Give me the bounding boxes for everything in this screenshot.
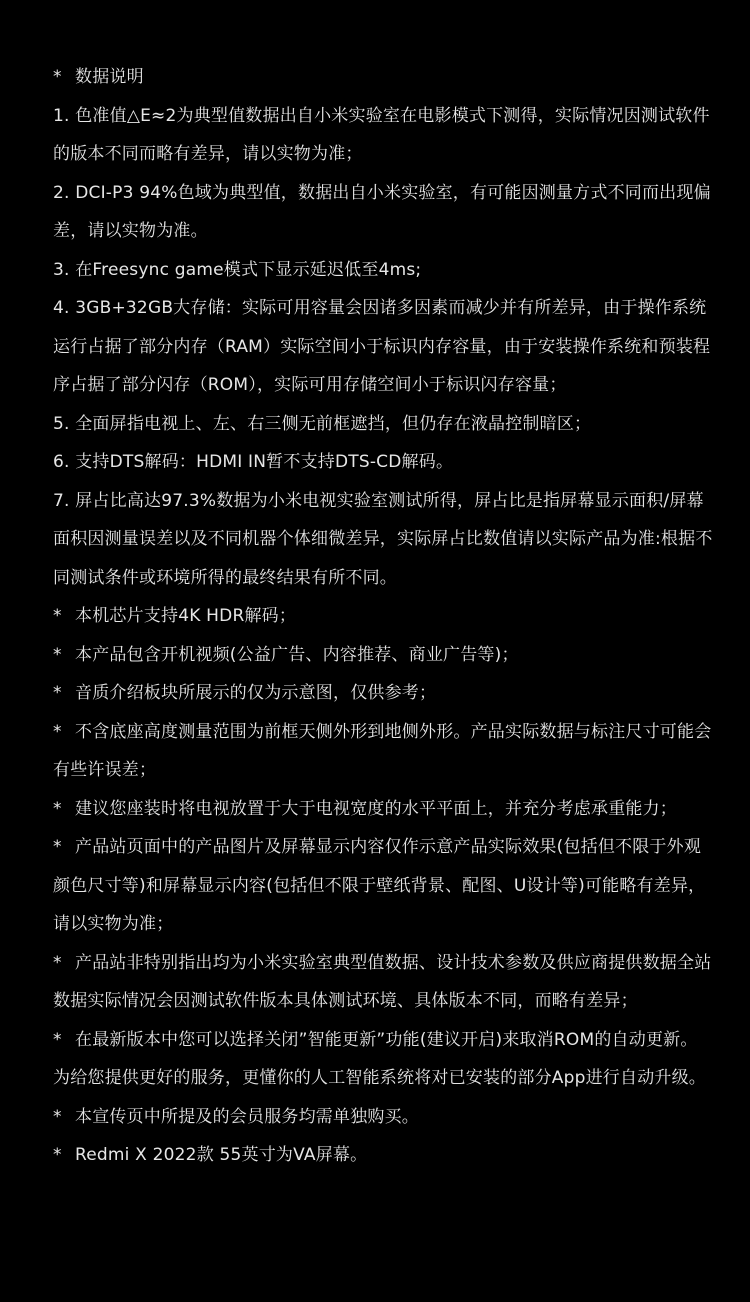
note-item-2: 2. DCI-P3 94%色域为典型值，数据出自小米实验室，有可能因测量方式不同而出现偏差，请以实物为准。 — [53, 182, 711, 241]
note-bullet-lab-data: * 产品站非特别指出均为小米实验室典型值数据、设计技术参数及供应商提供数据全站数据实际情况会因测试软件版本具体测试环境、具体版本不同，而略有差异； — [53, 944, 713, 1021]
bullet-mark: * — [53, 798, 62, 819]
bullet-mark: * — [53, 721, 62, 742]
note-item-4: 4. 3GB+32GB大存储：实际可用容量会因诸多因素而减少并有所差异，由于操作系统运行占据了部分内存（RAM）实际空间小于标识内存容量，由于安装操作系统和预装程序占据了部分闪存（ROM），实际可用存储空间小于标识闪存容量； — [53, 298, 711, 395]
bullet-mark: * — [53, 952, 62, 973]
note-bullet-boot-video: * 本产品包含开机视频(公益广告、内容推荐、商业广告等)； — [53, 636, 713, 675]
notes-heading: * 数据说明 — [53, 58, 713, 97]
note-item-6: 6. 支持DTS解码：HDMI IN暂不支持DTS-CD解码。 — [53, 452, 454, 472]
note-item-3: 3. 在Freesync game模式下显示延迟低至4ms; — [53, 259, 422, 280]
note-bullet-images: * 产品站页面中的产品图片及屏幕显示内容仅作示意产品实际效果(包括但不限于外观颜色尺寸等)和屏幕显示内容(包括但不限于壁纸背景、配图、U设计等)可能略有差异，请以实物为准； — [53, 828, 713, 944]
note-bullet-mounting: * 建议您座装时将电视放置于大于电视宽度的水平平面上，并充分考虑承重能力； — [53, 790, 713, 829]
note-item-7: 7. 屏占比高达97.3%数据为小米电视实验室测试所得，屏占比是指屏幕显示面积/屏幕面积因测量误差以及不同机器个体细微差异，实际屏占比数值请以实际产品为准:根据不同测试条件或环境所得的最终结果有所不同。 — [53, 490, 713, 588]
bullet-mark: * — [53, 1029, 62, 1050]
note-bullet-audio: * 音质介绍板块所展示的仅为示意图，仅供参考； — [53, 674, 713, 713]
note-bullet-chip-hdr: * 本机芯片支持4K HDR解码； — [53, 597, 713, 636]
note-item-5: 5. 全面屏指电视上、左、右三侧无前框遮挡，但仍存在液晶控制暗区； — [53, 413, 592, 434]
bullet-mark: * — [53, 1106, 62, 1127]
bullet-mark: * — [53, 644, 62, 665]
bullet-mark: * — [53, 1145, 62, 1165]
bullet-mark: * — [53, 606, 62, 626]
data-notes — [53, 58, 713, 1175]
bullet-mark: * — [53, 837, 62, 857]
bullet-mark: * — [53, 683, 62, 703]
note-item-1: 1. 色准值△E≈2为典型值数据出自小米实验室在电影模式下测得，实际情况因测试软件的版本不同而略有差异，请以实物为准； — [53, 105, 710, 164]
note-bullet-dimensions: * 不含底座高度测量范围为前框天侧外形到地侧外形。产品实际数据与标注尺寸可能会有些许误差； — [53, 713, 713, 790]
note-bullet-membership: * 本宣传页中所提及的会员服务均需单独购买。 — [53, 1098, 713, 1137]
note-bullet-va-screen: * Redmi X 2022款 55英寸为VA屏幕。 — [53, 1136, 713, 1175]
bullet-mark: * — [53, 67, 62, 87]
note-bullet-smart-update: * 在最新版本中您可以选择关闭”智能更新”功能(建议开启)来取消ROM的自动更新。为给您提供更好的服务，更懂你的人工智能系统将对已安装的部分App进行自动升级。 — [53, 1021, 713, 1098]
